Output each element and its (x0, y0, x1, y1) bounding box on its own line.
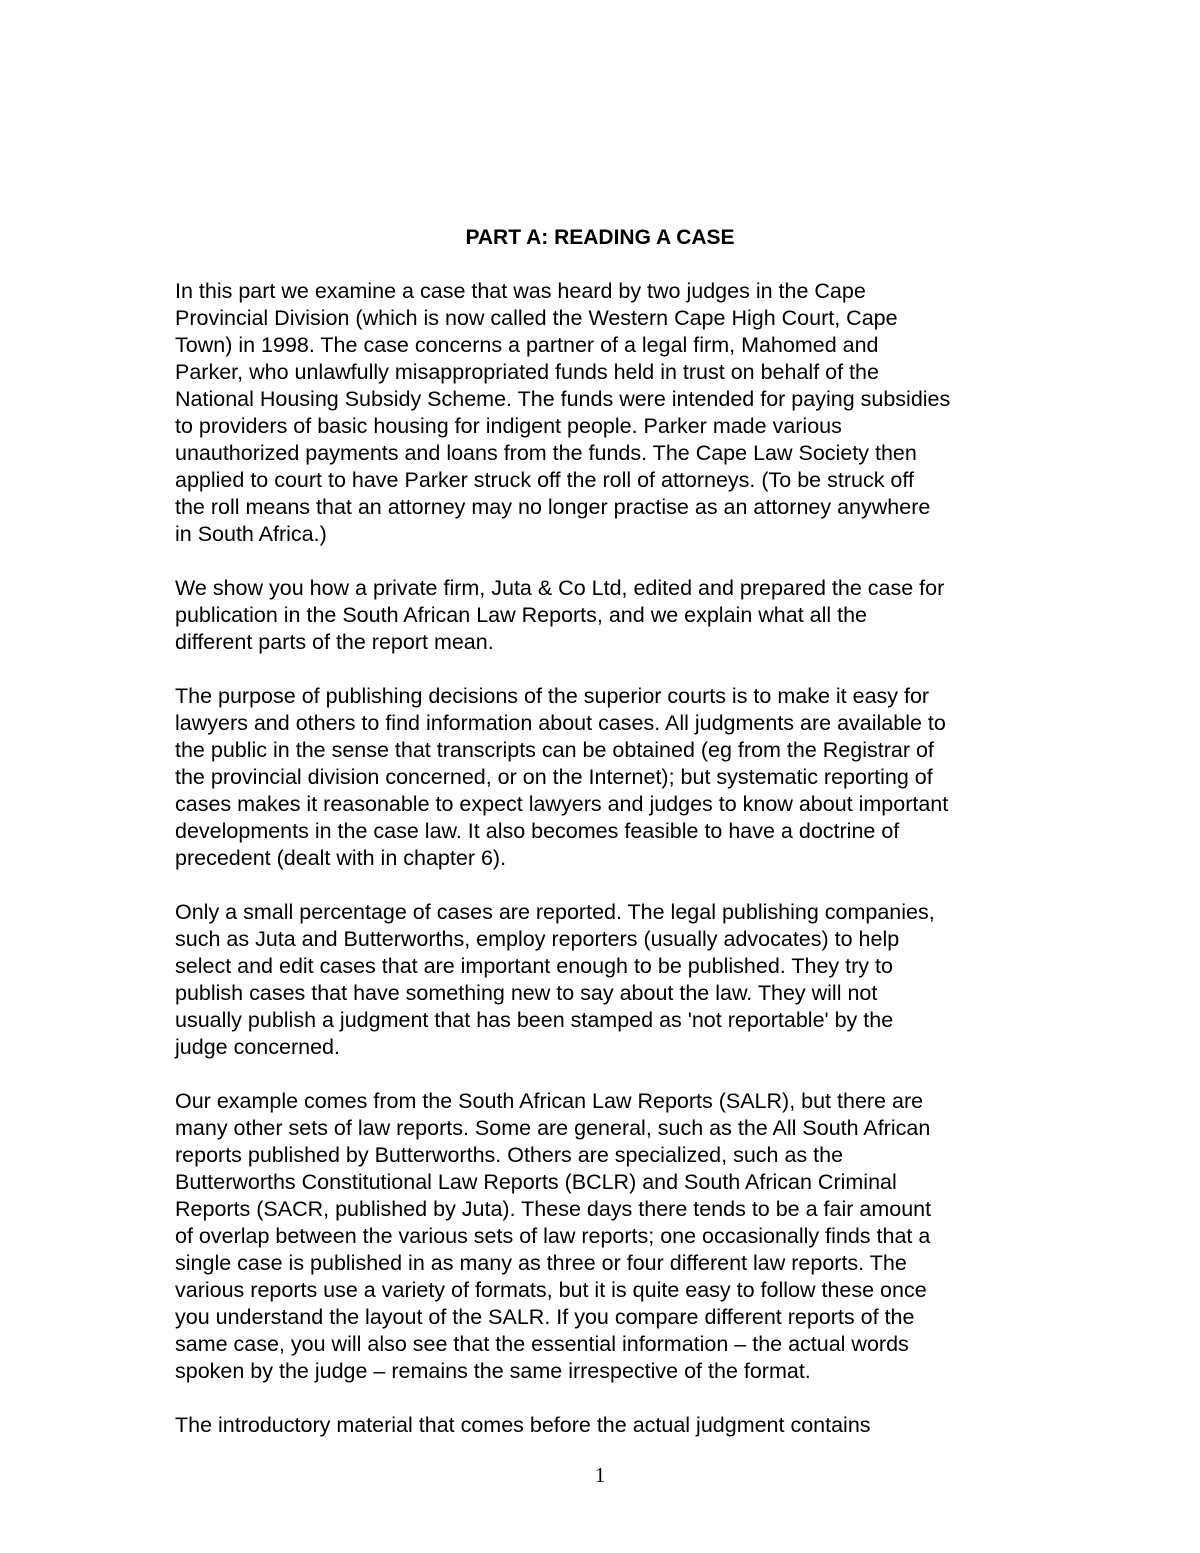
page-title: PART A: READING A CASE (465, 226, 735, 249)
text-line: In this part we examine a case that was heard by two judges in the Cape (175, 279, 866, 303)
text-line: Our example comes from the South African Law Reports (SALR), but there are (175, 1089, 924, 1113)
text-line: The introductory material that comes before the actual judgment contains (175, 1413, 871, 1437)
text-line: Parker, who unlawfully misappropriated funds held in trust on behalf of the (175, 360, 879, 384)
paragraph-3 (175, 683, 1035, 872)
text-line: Only a small percentage of cases are reported. The legal publishing companies, (175, 900, 935, 924)
text-line: lawyers and others to find information about cases. All judgments are available to (175, 711, 946, 735)
text-line: Provincial Division (which is now called the Western Cape High Court, Cape (175, 306, 898, 330)
text-line: precedent (dealt with in chapter 6). (175, 846, 507, 870)
text-line: cases makes it reasonable to expect lawyers and judges to know about important (175, 792, 949, 816)
text-line: single case is published in as many as three or four different law reports. The (175, 1251, 907, 1275)
text-line: the roll means that an attorney may no longer practise as an attorney anywhere (175, 495, 931, 519)
page-number: 1 (594, 1463, 606, 1487)
text-line: The purpose of publishing decisions of the superior courts is to make it easy for (175, 684, 930, 708)
text-line: same case, you will also see that the essential information – the actual words (175, 1332, 909, 1356)
text-line: to providers of basic housing for indigent people. Parker made various (175, 414, 842, 438)
text-line: publication in the South African Law Reports, and we explain what all the (175, 603, 868, 627)
text-line: National Housing Subsidy Scheme. The funds were intended for paying subsidies (175, 387, 951, 411)
text-line: developments in the case law. It also becomes feasible to have a doctrine of (175, 819, 900, 843)
text-line: publish cases that have something new to say about the law. They will not (175, 981, 878, 1005)
text-line: Butterworths Constitutional Law Reports (BCLR) and South African Criminal (175, 1170, 897, 1194)
text-line: judge concerned. (175, 1035, 340, 1059)
paragraph-5 (175, 1088, 1035, 1385)
text-line: Reports (SACR, published by Juta). These days there tends to be a fair amount (175, 1197, 932, 1221)
text-line: Town) in 1998. The case concerns a partner of a legal firm, Mahomed and (175, 333, 879, 357)
paragraph-2 (175, 575, 1035, 656)
text-line: in South Africa.) (175, 522, 327, 546)
body-text (175, 278, 1035, 1439)
text-line: We show you how a private firm, Juta & Co Ltd, edited and prepared the case for (175, 576, 945, 600)
text-line: such as Juta and Butterworths, employ reporters (usually advocates) to help (175, 927, 900, 951)
text-line: you understand the layout of the SALR. If you compare different reports of the (175, 1305, 915, 1329)
text-line: applied to court to have Parker struck off the roll of attorneys. (To be struck off (175, 468, 914, 492)
text-line: spoken by the judge – remains the same irrespective of the format. (175, 1359, 811, 1383)
paragraph-4 (175, 899, 1035, 1061)
paragraph-1 (175, 278, 1035, 548)
text-line: many other sets of law reports. Some are general, such as the All South African (175, 1116, 931, 1140)
paragraph-6 (175, 1412, 1035, 1439)
text-line: select and edit cases that are important enough to be published. They try to (175, 954, 893, 978)
text-line: different parts of the report mean. (175, 630, 494, 654)
text-line: of overlap between the various sets of law reports; one occasionally finds that a (175, 1224, 931, 1248)
text-line: various reports use a variety of formats, but it is quite easy to follow these once (175, 1278, 927, 1302)
text-line: unauthorized payments and loans from the funds. The Cape Law Society then (175, 441, 917, 465)
text-line: the provincial division concerned, or on the Internet); but systematic reporting of (175, 765, 933, 789)
text-line: the public in the sense that transcripts can be obtained (eg from the Registrar of (175, 738, 934, 762)
text-line: reports published by Butterworths. Others are specialized, such as the (175, 1143, 844, 1167)
text-line: usually publish a judgment that has been stamped as 'not reportable' by the (175, 1008, 894, 1032)
